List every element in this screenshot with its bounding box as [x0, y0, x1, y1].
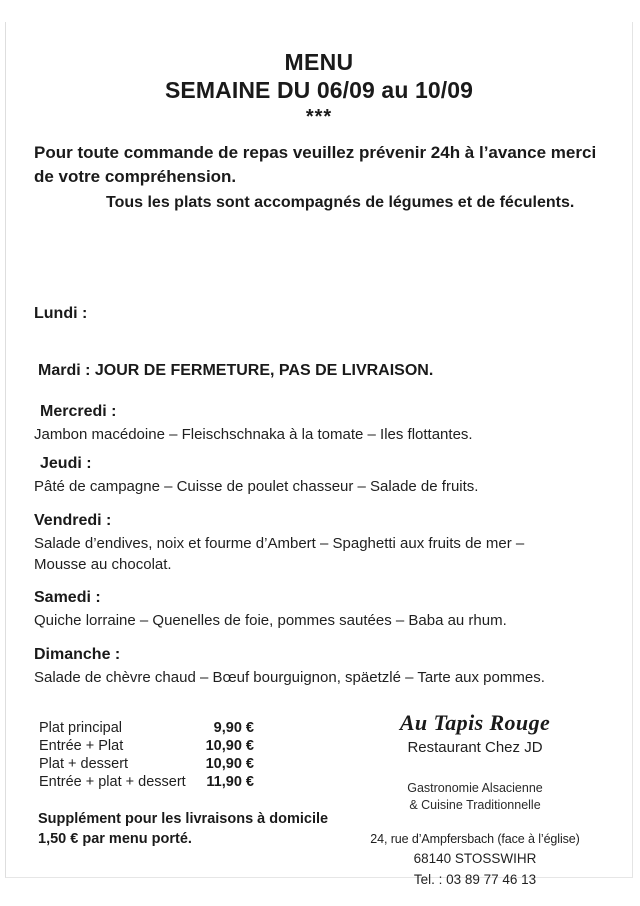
price-row	[39, 738, 254, 756]
price-value: 11,90 €	[206, 774, 254, 790]
page-title: MENU	[284, 49, 354, 75]
price-row	[39, 774, 254, 792]
day-name-samedi: Samedi :	[34, 589, 101, 606]
sides-notice: Tous les plats sont accompagnés de légumes et de féculents.	[106, 194, 575, 211]
day-name-mercredi: Mercredi :	[40, 403, 117, 420]
menu-page	[5, 22, 633, 887]
day-name-jeudi: Jeudi :	[40, 455, 92, 472]
supplement-line-1: Supplément pour les livraisons à domicile	[38, 811, 329, 827]
restaurant-address	[336, 830, 614, 890]
delivery-supplement	[38, 810, 338, 849]
price-value: 9,90 €	[213, 720, 254, 736]
price-row	[39, 756, 254, 774]
divider-asterisks: ***	[305, 106, 333, 129]
price-label: Entrée + Plat	[39, 738, 124, 754]
day-entry-vendredi	[34, 510, 544, 575]
supplement-line-2: 1,50 € par menu porté.	[38, 830, 192, 847]
day-entry-mardi	[34, 360, 616, 382]
menu-header	[6, 48, 632, 130]
page-content	[6, 22, 632, 887]
day-dishes-dimanche: Salade de chèvre chaud – Bœuf bourguignon, späetzlé – Tarte aux pommes.	[34, 668, 545, 686]
price-value: 10,90 €	[205, 738, 254, 754]
menu-week-subtitle: SEMAINE DU 06/09 au 10/09	[164, 77, 474, 104]
restaurant-description-line-1: Gastronomie Alsacienne	[407, 780, 543, 795]
restaurant-name: Au Tapis Rouge	[399, 710, 551, 735]
day-name-vendredi: Vendredi :	[34, 512, 112, 529]
price-list	[39, 720, 254, 792]
day-entry-samedi	[34, 587, 616, 631]
day-entry-dimanche	[34, 644, 616, 688]
day-name-mardi: Mardi : JOUR DE FERMETURE, PAS DE LIVRAISON.	[38, 362, 434, 379]
price-label: Entrée + plat + dessert	[39, 774, 186, 790]
order-notice: Pour toute commande de repas veuillez prévenir 24h à l’avance merci de votre compréhension.	[34, 143, 597, 187]
day-name-dimanche: Dimanche :	[34, 646, 121, 663]
restaurant-info	[336, 711, 614, 814]
address-phone: Tel. : 03 89 77 46 13	[413, 871, 537, 887]
day-entry-mercredi	[34, 401, 616, 445]
price-label: Plat + dessert	[39, 756, 129, 772]
price-value: 10,90 €	[205, 756, 254, 772]
day-dishes-jeudi: Pâté de campagne – Cuisse de poulet chasseur – Salade de fruits.	[34, 477, 479, 495]
address-street: 24, rue d’Ampfersbach (face à l’église)	[370, 832, 580, 846]
day-dishes-mercredi: Jambon macédoine – Fleischschnaka à la tomate – Iles flottantes.	[34, 425, 473, 443]
restaurant-description-line-2: & Cuisine Traditionnelle	[409, 797, 541, 812]
restaurant-description	[336, 780, 614, 815]
day-entry-jeudi	[34, 453, 616, 497]
address-city: 68140 STOSSWIHR	[413, 851, 537, 866]
day-dishes-samedi: Quiche lorraine – Quenelles de foie, pommes sautées – Baba au rhum.	[34, 611, 507, 629]
price-row	[39, 720, 254, 738]
restaurant-subtitle: Restaurant Chez JD	[407, 739, 543, 757]
day-dishes-vendredi: Salade d’endives, noix et fourme d’Ambert – Spaghetti aux fruits de mer – Mousse au chocolat.	[34, 534, 525, 573]
day-name-lundi: Lundi :	[34, 305, 88, 322]
day-entry-lundi	[34, 303, 616, 325]
price-label: Plat principal	[39, 720, 123, 736]
